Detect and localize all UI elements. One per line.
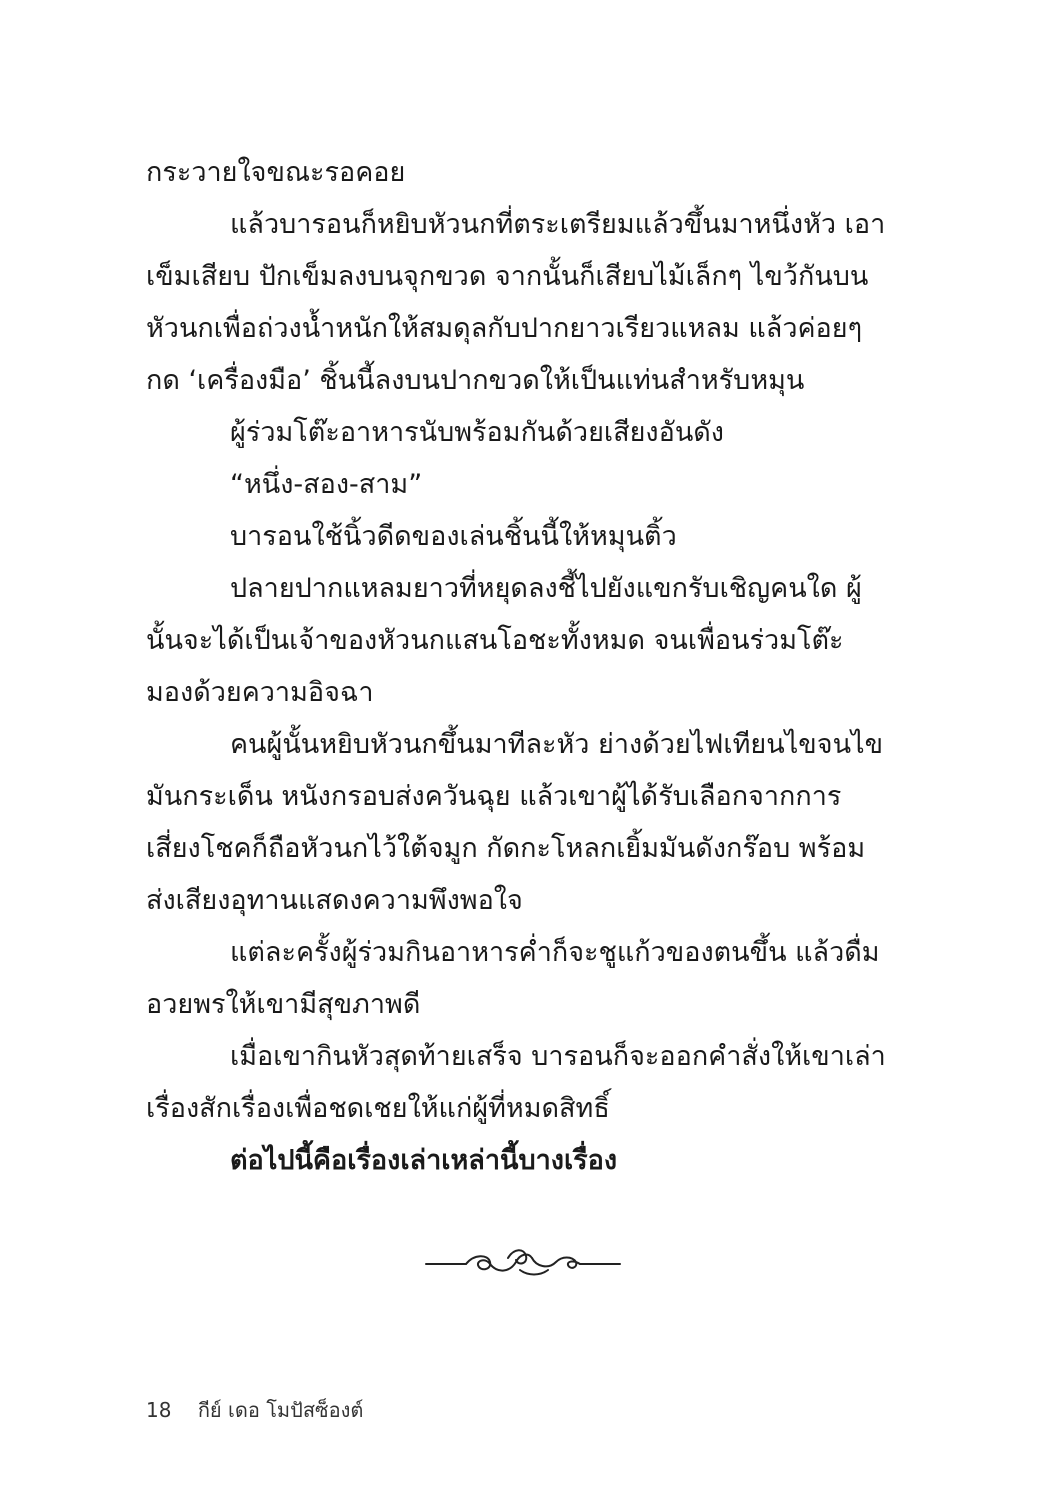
text-line: ผู้ร่วมโต๊ะอาหารนับพร้อมกันด้วยเสียงอันดัง	[230, 417, 724, 448]
text-line: หัวนกเพื่อถ่วงน้ำหนักให้สมดุลกับปากยาวเรียวแหลม แล้วค่อยๆ	[146, 313, 863, 344]
body-text	[146, 147, 902, 1187]
closing-line: ต่อไปนี้คือเรื่องเล่าเหล่านี้บางเรื่อง	[230, 1145, 618, 1176]
text-line: คนผู้นั้นหยิบหัวนกขึ้นมาทีละหัว ย่างด้วยไฟเทียนไขจนไข	[230, 729, 884, 760]
text-line: แล้วบารอนก็หยิบหัวนกที่ตระเตรียมแล้วขึ้นมาหนึ่งหัว เอา	[230, 209, 886, 240]
page-number: 18	[146, 1398, 172, 1422]
text-line: แต่ละครั้งผู้ร่วมกินอาหารค่ำก็จะชูแก้วของตนขึ้น แล้วดื่ม	[230, 937, 880, 968]
text-line: มันกระเด็น หนังกรอบส่งควันฉุย แล้วเขาผู้ได้รับเลือกจากการ	[146, 781, 842, 812]
text-line: กระวายใจขณะรอคอย	[146, 157, 406, 188]
text-line: “หนึ่ง-สอง-สาม”	[230, 469, 423, 500]
text-line: เข็มเสียบ ปักเข็มลงบนจุกขวด จากนั้นก็เสียบไม้เล็กๆ ไขว้กันบน	[146, 261, 869, 292]
author-name: กีย์ เดอ โมปัสซ็องต์	[197, 1398, 364, 1422]
text-line: มองด้วยความอิจฉา	[146, 677, 374, 708]
text-line: เมื่อเขากินหัวสุดท้ายเสร็จ บารอนก็จะออกคำสั่งให้เขาเล่า	[230, 1041, 886, 1072]
text-line: บารอนใช้นิ้วดีดของเล่นชิ้นนี้ให้หมุนติ้ว	[230, 521, 677, 552]
text-line: อวยพรให้เขามีสุขภาพดี	[146, 989, 421, 1020]
text-line: ปลายปากแหลมยาวที่หยุดลงชี้ไปยังแขกรับเชิญคนใด ผู้	[230, 573, 862, 604]
text-line: นั้นจะได้เป็นเจ้าของหัวนกแสนโอชะทั้งหมด จนเพื่อนร่วมโต๊ะ	[146, 625, 844, 656]
text-line: เสี่ยงโชคก็ถือหัวนกไว้ใต้จมูก กัดกะโหลกเยิ้มมันดังกร๊อบ พร้อม	[146, 833, 866, 864]
page-footer	[146, 1396, 363, 1424]
flourish-divider-icon	[424, 1240, 622, 1282]
text-line: ส่งเสียงอุทานแสดงความพึงพอใจ	[146, 885, 523, 916]
text-line: เรื่องสักเรื่องเพื่อชดเชยให้แก่ผู้ที่หมดสิทธิ์	[146, 1093, 610, 1124]
text-line: กด ‘เครื่องมือ’ ชิ้นนี้ลงบนปากขวดให้เป็นแท่นสำหรับหมุน	[146, 365, 805, 396]
